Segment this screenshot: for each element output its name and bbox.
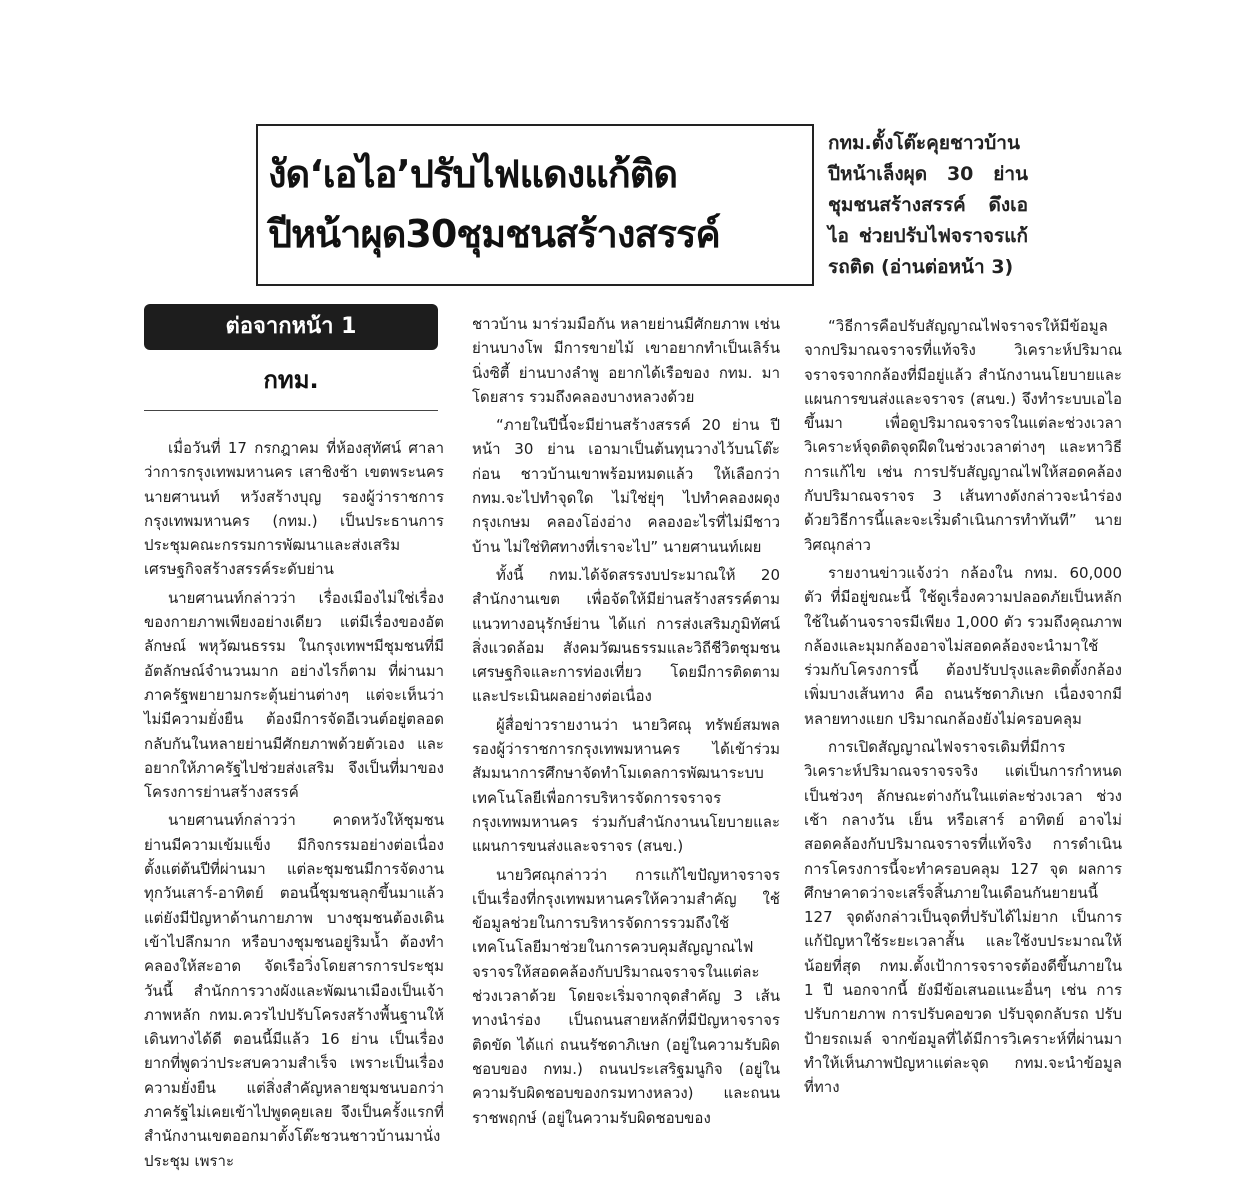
paragraph: รายงานข่าวแจ้งว่า กล้องใน กทม. 60,000 ตัว ที่มีอยู่ขณะนี้ ใช้ดูเรื่องความปลอดภัยเป็นหลัก ใช้ในด้านจราจรมีเพียง 1,000 ตัว รวมถึงคุณภาพกล้องและมุมกล้องอาจไม่สอดคล้องจะนำมาใช้ร่วมกับโครงการนี้ ต้องปรับปรุงและติดตั้งกล้องเพิ่มบางเส้นทาง คือ ถนนรัชดาภิเษก เนื่องจากมีหลายทางแยก ปริมาณกล้องยังไม่ครอบคลุม [804,563,1122,728]
article-column-3 [804,314,1122,1104]
section-divider [144,410,438,411]
paragraph: นายศานนท์กล่าวว่า เรื่องเมืองไม่ใช่เรื่องของกายภาพเพียงอย่างเดียว แต่มีเรื่องของอัตลักษณ์ พหุวัฒนธรรม ในกรุงเทพฯมีชุมชนที่มีอัตลักษณ์จำนวนมาก อย่างไรก็ตาม ที่ผ่านมาภาครัฐพยายามกระตุ้นย่านต่างๆ แต่จะเห็นว่าไม่มีความยั่งยืน ต้องมีการจัดอีเวนต์อยู่ตลอด กลับกันในหลายย่านมีศักยภาพด้วยตัวเอง และอยากให้ภาครัฐไปช่วยส่งเสริม จึงเป็นที่มาของโครงการย่านสร้างสรรค์ [144,588,444,802]
article-column-1 [144,436,444,1177]
paragraph: ผู้สื่อข่าวรายงานว่า นายวิศณุ ทรัพย์สมพล รองผู้ว่าราชการกรุงเทพมหานคร ได้เข้าร่วมสัมมนาการศึกษาจัดทำโมเดลการพัฒนาระบบเทคโนโลยีเพื่อการบริหารจัดการจราจรกรุงเทพมหานคร ร่วมกับสำนักงานนโยบายและแผนการขนส่งและจราจร (สนข.) [472,715,780,856]
paragraph: “ภายในปีนี้จะมีย่านสร้างสรรค์ 20 ย่าน ปีหน้า 30 ย่าน เอามาเป็นต้นทุนวางไว้บนโต๊ะก่อน ชาวบ้านเขาพร้อมหมดแล้ว ให้เลือกว่า กทม.จะไปทำจุดใด ไม่ใช่ยุ่ๆ ไปทำคลองผดุงกรุงเกษม คลองโอ่งอ่าง คลองอะไรที่ไม่มีชาวบ้าน ไม่ใช่ทิศทางที่เราจะไป” นายศานนท์เผย [472,416,780,556]
paragraph: เมื่อวันที่ 17 กรกฎาคม ที่ห้องสุทัศน์ ศาลาว่าการกรุงเทพมหานคร เสาชิงช้า เขตพระนคร นายศานนท์ หวังสร้างบุญ รองผู้ว่าราชการกรุงเทพมหานคร (กทม.) เป็นประธานการประชุมคณะกรรมการพัฒนาและส่งเสริมเศรษฐกิจสร้างสรรค์ระดับย่าน [144,439,444,579]
deck-text: กทม.ตั้งโต๊ะคุยชาวบ้าน ปีหน้าเล็งผุด 30 ย่าน ชุมชนสร้างสรรค์ ดึงเอไอ ช่วยปรับไฟจราจรแก้ รถติด [828,132,1028,278]
article-column-2 [472,312,780,1134]
paragraph: นายวิศณุกล่าวว่า การแก้ไขปัญหาจราจรเป็นเรื่องที่กรุงเทพมหานครให้ความสำคัญ ใช้ข้อมูลช่วยในการบริหารจัดการรวมถึงใช้เทคโนโลยีมาช่วยในการควบคุมสัญญาณไฟจราจรให้สอดคล้องกับปริมาณจราจรในแต่ละช่วงเวลาด้วย โดยจะเริ่มจากจุดสำคัญ 3 เส้นทางนำร่อง เป็นถนนสายหลักที่มีปัญหาจราจรติดขัด ได้แก่ ถนนรัชดาภิเษก (อยู่ในความรับผิดชอบของ กทม.) ถนนประเสริฐมนูกิจ (อยู่ในความรับผิดชอบของกรมทางหลวง) และถนนราชพฤกษ์ (อยู่ในความรับผิดชอบของ [472,865,780,1127]
paragraph: นายศานนท์กล่าวว่า คาดหวังให้ชุมชน ย่านมีความเข้มแข็ง มีกิจกรรมอย่างต่อเนื่อง ตั้งแต่ต้นปีที่ผ่านมา แต่ละชุมชนมีการจัดงานทุกวันเสาร์-อาทิตย์ ตอนนี้ชุมชนลุกขึ้นมาแล้ว แต่ยังมีปัญหาด้านกายภาพ บางชุมชนต้องเดินเข้าไปลึกมาก หรือบางชุมชนอยู่ริมน้ำ ต้องทำคลองให้สะอาด จัดเรือวิ่งโดยสารการประชุมวันนี้ สำนักการวางผังและพัฒนาเมืองเป็นเจ้าภาพหลัก กทม.ควรไปปรับโครงสร้างพื้นฐานให้เดินทางได้ดี ตอนนี้มีแล้ว 16 ย่าน เป็นเรื่องยากที่พูดว่าประสบความสำเร็จ เพราะเป็นเรื่องความยั่งยืน แต่สิ่งสำคัญหลายชุมชนบอกว่าภาครัฐไม่เคยเข้าไปพูดคุยเลย จึงเป็นครั้งแรกที่สำนักงานเขตออกมาตั้งโต๊ะชวนชาวบ้านมานั่งประชุม เพราะ [144,811,444,1170]
paragraph: การเปิดสัญญาณไฟจราจรเดิมที่มีการวิเคราะห์ปริมาณจราจรจริง แต่เป็นการกำหนดเป็นช่วงๆ ลักษณะต่างกันในแต่ละช่วงเวลา ช่วงเช้า กลางวัน เย็น หรือเสาร์ อาทิตย์ อาจไม่สอดคล้องกับปริมาณจราจรที่แท้จริง การดำเนินการโครงการนี้จะทำครอบคลุม 127 จุด ผลการศึกษาคาดว่าจะเสร็จสิ้นภายในเดือนกันยายนนี้ 127 จุดดังกล่าวเป็นจุดที่ปรับได้ไม่ยาก เป็นการแก้ปัญหาใช้ระยะเวลาสั้น และใช้งบประมาณให้น้อยที่สุด กทม.ตั้งเป้าการจราจรต้องดีขึ้นภายใน 1 ปี นอกจากนี้ ยังมีข้อเสนอแนะอื่นๆ เช่น การปรับกายภาพ การปรับคอขวด ปรับจุดกลับรถ ปรับป้ายรถเมล์ จากข้อมูลที่ได้มีการวิเคราะห์ที่ผ่านมา ทำให้เห็นภาพปัญหาแต่ละจุด กทม.จะนำข้อมูลที่ทาง [804,738,1122,1097]
headline-box [256,124,814,286]
paragraph: ชาวบ้าน มาร่วมมือกัน หลายย่านมีศักยภาพ เช่น ย่านบางโพ มีการขายไม้ เขาอยากทำเป็นเลิร์นนิ่งซิตี้ ย่านบางลำพู อยากได้เรือของ กทม. มาโดยสาร รวมถึงคลองบางหลวงด้วย [472,315,780,406]
paragraph: ทั้งนี้ กทม.ได้จัดสรรงบประมาณให้ 20 สำนักงานเขต เพื่อจัดให้มีย่านสร้างสรรค์ตามแนวทางอนุรักษ์ย่าน ได้แก่ การส่งเสริมภูมิทัศน์ สิ่งแวดล้อม สังคมวัฒนธรรมและวิถีชีวิตชุมชน เศรษฐกิจและการท่องเที่ยว โดยมีการติดตามและประเมินผลอย่างต่อเนื่อง [472,565,780,706]
headline-line-1: งัด‘เอไอ’ปรับไฟแดงแก้ติด [268,152,678,196]
deck-continued-ref: (อ่านต่อหน้า 3) [881,256,1014,278]
headline-line-2: ปีหน้าผุด30ชุมชนสร้างสรรค์ [268,212,720,256]
deck-summary [828,128,1028,283]
section-subtitle: กทม. [263,366,319,394]
paragraph: “วิธีการคือปรับสัญญาณไฟจราจรให้มีข้อมูลจากปริมาณจราจรที่แท้จริง วิเคราะห์ปริมาณจราจรจากกล้องที่มีอยู่แล้ว สำนักงานนโยบายและแผนการขนส่งและจราจร (สนข.) จึงทำระบบเอไอขึ้นมา เพื่อดูปริมาณจราจรในแต่ละช่วงเวลา วิเคราะห์จุดติดจุดฝืดในช่วงเวลาต่างๆ และหาวิธีการแก้ไข เช่น การปรับสัญญาณไฟให้สอดคล้องกับปริมาณจราจร 3 เส้นทางดังกล่าวจะนำร่องด้วยวิธีการนี้และจะเริ่มดำเนินการทำทันที” นายวิศณุกล่าว [804,317,1122,554]
section-continued-banner: ต่อจากหน้า 1 [144,304,438,350]
